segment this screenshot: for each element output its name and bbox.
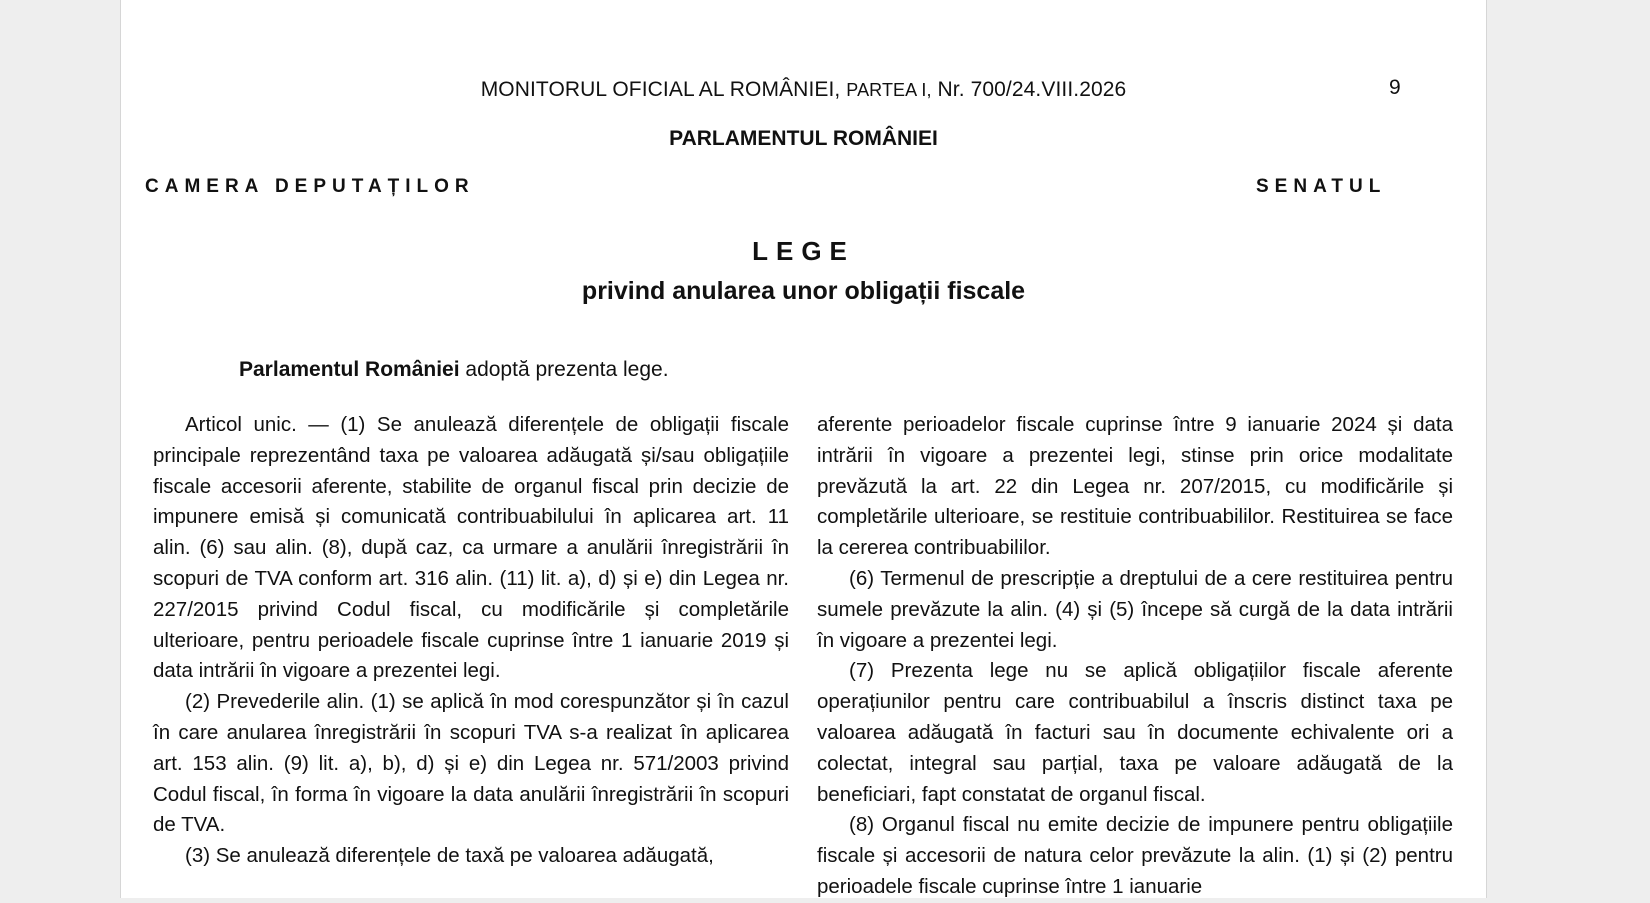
paragraph: (7) Prezenta lege nu se aplică obligațiilor fiscale aferente operațiunilor pentru care contribuabilul a înscris distinct taxa pe valoarea adăugată în facturi sau în documente echivalente ori a colectat, integral sau parțial, taxa pe valoare adăugată de la beneficiari, fapt constatat de organul fiscal. <box>817 659 1453 806</box>
law-subtitle: privind anularea unor obligații fiscale <box>581 277 1026 305</box>
paragraph: (6) Termenul de prescripție a dreptului de a cere restituirea pentru sumele prevăzute la alin. (4) și (5) începe să curgă de la data intrării în vigoare a prezentei legi. <box>817 566 1453 652</box>
journal-part: PARTEA I, <box>846 80 932 100</box>
issue-number: Nr. 700/24.VIII.2026 <box>937 78 1127 101</box>
right-column <box>817 410 1453 903</box>
law-title: LEGE <box>752 236 855 266</box>
enacting-clause-text: adoptă prezenta lege. <box>459 358 669 381</box>
page-number: 9 <box>1389 76 1401 99</box>
paragraph-continuation: aferente perioadelor fiscale cuprinse între 9 ianuarie 2024 și data intrării în vigoare a prezentei legi, stinse prin orice modalitate prevăzută la art. 22 din Legea nr. 207/2015, cu modificările și completările ulterioare, se restituie contribuabililor. Restituirea se face la cererea contribuabililor. <box>817 413 1453 560</box>
paragraph: (2) Prevederile alin. (1) se aplică în mod corespunzător și în cazul în care anularea înregistrării în scopuri TVA s-a realizat în aplicarea art. 153 alin. (9) lit. a), b), d) și e) din Legea nr. 571/2003 privind Codul fiscal, în forma în vigoare la data anulării înregistrării în scopuri de TVA. <box>153 690 789 837</box>
journal-name: MONITORUL OFICIAL AL ROMÂNIEI, <box>480 78 841 101</box>
chamber-right: SENATUL <box>1256 176 1387 197</box>
enacting-clause <box>239 358 669 382</box>
paragraph: (3) Se anulează diferențele de taxă pe valoarea adăugată, <box>185 844 714 868</box>
document-page <box>120 0 1487 898</box>
running-header <box>121 78 1486 102</box>
issuer-heading: PARLAMENTUL ROMÂNIEI <box>669 127 938 150</box>
paragraph: (8) Organul fiscal nu emite decizie de impunere pentru obligațiile fiscale și accesorii de natura celor prevăzute la alin. (1) și (2) pentru perioadele fiscale cuprinse între 1 ianuarie <box>817 813 1453 898</box>
paragraph: Articol unic. — (1) Se anulează diferențele de obligații fiscale principale reprezentând taxa pe valoarea adăugată și/sau obligațiile fiscale accesorii aferente, stabilite de organul fiscal prin decizie de impunere emisă și comunicată contribuabilului în aplicarea art. 11 alin. (6) sau alin. (8), după caz, ca urmare a anulării înregistrării în scopuri de TVA conform art. 316 alin. (11) lit. a), d) și e) din Legea nr. 227/2015 privind Codul fiscal, cu modificările și completările ulterioare, pentru perioadele fiscale cuprinse între 1 ianuarie 2019 și data intrării în vigoare a prezentei legi. <box>153 413 789 683</box>
enacting-clause-bold: Parlamentul României <box>239 358 460 381</box>
left-column <box>153 410 789 872</box>
chamber-left: CAMERA DEPUTAȚILOR <box>145 176 475 197</box>
